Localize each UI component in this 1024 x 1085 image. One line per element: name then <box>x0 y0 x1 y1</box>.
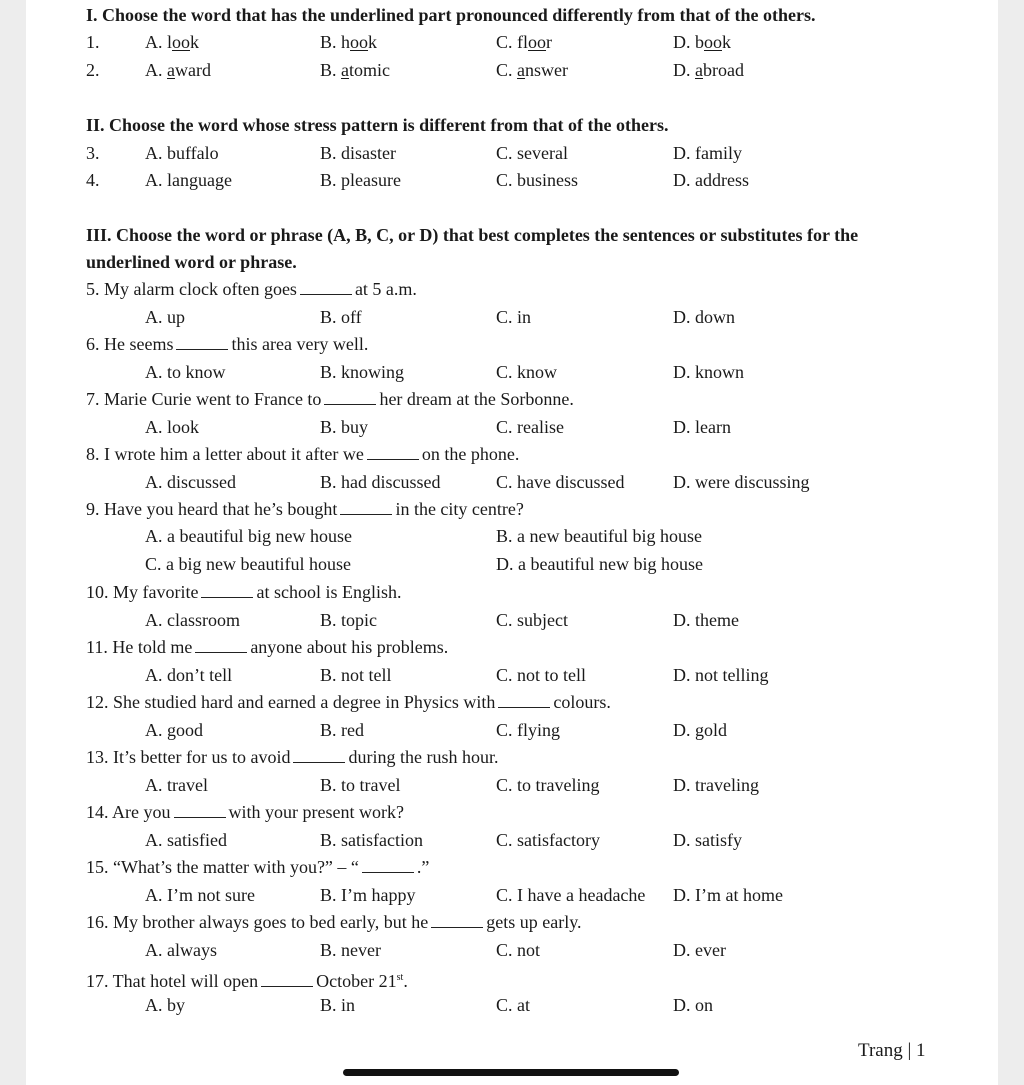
answer-blank[interactable] <box>324 388 376 405</box>
option-b[interactable]: B. a new beautiful big house <box>496 526 702 546</box>
question-16: 16. My brother always goes to bed early, but he gets up early. <box>86 912 582 932</box>
option-a[interactable]: A. I’m not sure <box>145 885 255 905</box>
option-a[interactable]: A. don’t tell <box>145 665 233 685</box>
question-10: 10. My favorite at school is English. <box>86 582 402 602</box>
option-b[interactable]: B. satisfaction <box>320 830 423 850</box>
options-row <box>0 827 1024 854</box>
option-b[interactable]: B. not tell <box>320 665 392 685</box>
option-d[interactable]: D. gold <box>673 720 727 740</box>
answer-blank[interactable] <box>261 970 313 987</box>
option-d[interactable]: D. known <box>673 362 744 382</box>
option-c[interactable]: C. I have a headache <box>496 885 646 905</box>
item-2: 2. A. award B. atomic C. answer D. abroad <box>0 57 1024 84</box>
options-row <box>0 359 1024 386</box>
answer-blank[interactable] <box>174 801 226 818</box>
option-d: D. book <box>673 32 731 52</box>
option-a[interactable]: A. good <box>145 720 203 740</box>
option-c[interactable]: C. a big new beautiful house <box>145 554 351 574</box>
answer-blank[interactable] <box>293 746 345 763</box>
option-a: A. award <box>145 60 211 80</box>
option-b[interactable]: B. in <box>320 995 356 1015</box>
option-d[interactable]: D. theme <box>673 610 739 630</box>
option-b[interactable]: B. off <box>320 307 362 327</box>
section-3-heading: III. Choose the word or phrase (A, B, C, or D) that best completes the sentences or substitutes for the underlined word or phrase. <box>86 225 859 272</box>
option-a[interactable]: A. travel <box>145 775 208 795</box>
option-b[interactable]: B. never <box>320 940 381 960</box>
question-12: 12. She studied hard and earned a degree in Physics with colours. <box>86 692 611 712</box>
option-c: C. floor <box>496 32 553 52</box>
option-d: D. abroad <box>673 60 744 80</box>
option-b[interactable]: B. had discussed <box>320 472 441 492</box>
option-a[interactable]: A. always <box>145 940 217 960</box>
question-6: 6. He seems this area very well. <box>86 334 369 354</box>
options-row <box>0 607 1024 634</box>
options-row <box>0 937 1024 964</box>
options-row <box>0 882 1024 909</box>
home-indicator[interactable] <box>343 1069 679 1076</box>
options-row <box>0 469 1024 496</box>
options-row <box>0 304 1024 331</box>
options-row <box>0 772 1024 799</box>
option-c[interactable]: C. subject <box>496 610 568 630</box>
option-a[interactable]: A. discussed <box>145 472 236 492</box>
option-d[interactable]: D. were discussing <box>673 472 810 492</box>
question-15: 15. “What’s the matter with you?” – “ .” <box>86 857 430 877</box>
options-row <box>0 717 1024 744</box>
item-4: 4. A. language B. pleasure C. business D. address <box>86 170 749 190</box>
option-d[interactable]: D. on <box>673 995 713 1015</box>
option-c[interactable]: C. have discussed <box>496 472 625 492</box>
option-d[interactable]: D. learn <box>673 417 731 437</box>
option-a[interactable]: A. satisfied <box>145 830 227 850</box>
option-a[interactable]: A. to know <box>145 362 226 382</box>
option-d[interactable]: D. ever <box>673 940 726 960</box>
option-b[interactable]: B. red <box>320 720 364 740</box>
answer-blank[interactable] <box>431 911 483 928</box>
option-b[interactable]: B. I’m happy <box>320 885 416 905</box>
option-d[interactable]: D. a beautiful new big house <box>496 554 703 574</box>
option-a[interactable]: A. classroom <box>145 610 240 630</box>
answer-blank[interactable] <box>176 333 228 350</box>
question-5: 5. My alarm clock often goes at 5 a.m. <box>86 279 417 299</box>
option-b: B. atomic <box>320 60 391 80</box>
answer-blank[interactable] <box>498 691 550 708</box>
option-d[interactable]: D. not telling <box>673 665 769 685</box>
options-row <box>0 662 1024 689</box>
answer-blank[interactable] <box>340 498 392 515</box>
option-c[interactable]: C. realise <box>496 417 564 437</box>
option-b: B. hook <box>320 32 378 52</box>
option-c[interactable]: C. to traveling <box>496 775 600 795</box>
option-d[interactable]: D. traveling <box>673 775 759 795</box>
answer-blank[interactable] <box>201 581 253 598</box>
question-7: 7. Marie Curie went to France to her dream at the Sorbonne. <box>86 389 574 409</box>
section-2-heading: II. Choose the word whose stress pattern is different from that of the others. <box>86 115 669 135</box>
option-a[interactable]: A. up <box>145 307 185 327</box>
option-c[interactable]: C. know <box>496 362 558 382</box>
question-11: 11. He told me anyone about his problems. <box>86 637 449 657</box>
item-1: 1. A. look B. hook C. floor D. book <box>0 29 1024 56</box>
option-a[interactable]: A. by <box>145 995 185 1015</box>
option-a[interactable]: A. look <box>145 417 199 437</box>
options-row <box>0 414 1024 441</box>
option-c[interactable]: C. not to tell <box>496 665 586 685</box>
options-row <box>0 523 1024 550</box>
option-c[interactable]: C. flying <box>496 720 561 740</box>
option-c[interactable]: C. at <box>496 995 530 1015</box>
option-c[interactable]: C. satisfactory <box>496 830 600 850</box>
question-14: 14. Are you with your present work? <box>86 802 404 822</box>
option-d[interactable]: D. satisfy <box>673 830 742 850</box>
option-b[interactable]: B. knowing <box>320 362 405 382</box>
question-17: 17. That hotel will open October 21st. <box>86 971 408 991</box>
page-number: Trang | 1 <box>858 1040 926 1061</box>
answer-blank[interactable] <box>300 278 352 295</box>
question-9: 9. Have you heard that he’s bought in the city centre? <box>86 499 524 519</box>
option-c[interactable]: C. not <box>496 940 541 960</box>
option-b[interactable]: B. topic <box>320 610 377 630</box>
question-13: 13. It’s better for us to avoid during the rush hour. <box>86 747 499 767</box>
item-3: 3. A. buffalo B. disaster C. several D. family <box>86 143 742 163</box>
options-row <box>0 992 1024 1019</box>
option-b[interactable]: B. to travel <box>320 775 401 795</box>
option-c[interactable]: C. in <box>496 307 532 327</box>
options-row <box>0 551 1024 578</box>
option-a: A. look <box>145 32 199 52</box>
answer-blank[interactable] <box>367 443 419 460</box>
option-a[interactable]: A. a beautiful big new house <box>145 526 352 546</box>
answer-blank[interactable] <box>195 636 247 653</box>
option-c: C. answer <box>496 60 569 80</box>
option-d[interactable]: D. I’m at home <box>673 885 783 905</box>
question-8: 8. I wrote him a letter about it after we on the phone. <box>86 444 520 464</box>
option-d[interactable]: D. down <box>673 307 735 327</box>
answer-blank[interactable] <box>362 856 414 873</box>
option-b[interactable]: B. buy <box>320 417 369 437</box>
section-1-heading: I. Choose the word that has the underlined part pronounced differently from that of the others. <box>86 5 816 25</box>
